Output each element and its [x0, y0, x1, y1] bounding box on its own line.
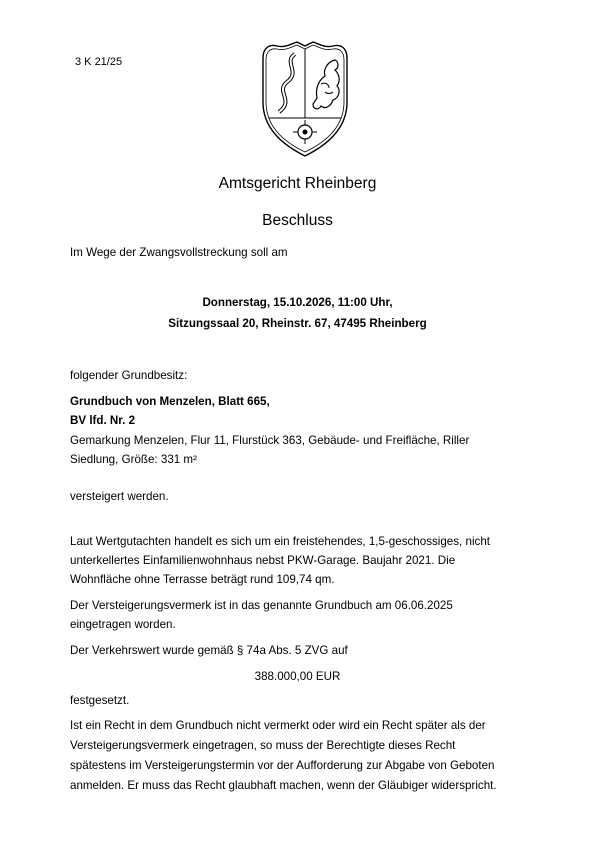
registration-line-1: Der Versteigerungsvermerk ist in das genannte Grundbuch am 06.06.2025	[70, 599, 453, 612]
property-description-line-2: Siedlung, Größe: 331 m²	[70, 453, 197, 466]
appraisal-line-2: unterkellertes Einfamilienwohnhaus nebst PKW-Garage. Baujahr 2021. Die	[70, 554, 456, 567]
case-number: 3 K 21/25	[75, 56, 123, 68]
property-register: Grundbuch von Menzelen, Blatt 665,	[70, 395, 270, 408]
rights-notice-line-1: Ist ein Recht in dem Grundbuch nicht vermerkt oder wird ein Recht später als der	[70, 719, 486, 732]
document-title: Beschluss	[262, 212, 333, 229]
registration-line-2: eingetragen worden.	[70, 618, 176, 631]
property-description-line-1: Gemarkung Menzelen, Flur 11, Flurstück 363, Gebäude- und Freifläche, Riller	[70, 434, 470, 447]
rights-notice-line-3: spätestens im Versteigerungstermin vor der Aufforderung zur Abgabe von Geboten	[70, 759, 495, 772]
court-name: Amtsgericht Rheinberg	[218, 175, 377, 192]
rights-notice-line-4: anmelden. Er muss das Recht glaubhaft machen, wenn der Gläubiger widerspricht.	[70, 779, 497, 792]
auction-verb: versteigert werden.	[70, 490, 169, 503]
value-outro: festgesetzt.	[70, 694, 130, 707]
hearing-location: Sitzungssaal 20, Rheinstr. 67, 47495 Rheinberg	[168, 317, 427, 330]
hearing-date-time: Donnerstag, 15.10.2026, 11:00 Uhr,	[202, 296, 393, 309]
market-value: 388.000,00 EUR	[254, 670, 341, 683]
appraisal-line-1: Laut Wertgutachten handelt es sich um ein freistehendes, 1,5-geschossiges, nicht	[70, 535, 490, 548]
rights-notice-line-2: Versteigerungsvermerk eingetragen, so muss der Berechtigte dieses Recht	[70, 739, 456, 752]
appraisal-line-3: Wohnfläche ohne Terrasse beträgt rund 109,74 qm.	[70, 573, 335, 586]
coat-of-arms-icon	[255, 40, 355, 158]
intro-text: Im Wege der Zwangsvollstreckung soll am	[70, 246, 288, 259]
property-intro: folgender Grundbesitz:	[70, 369, 188, 382]
value-intro: Der Verkehrswert wurde gemäß § 74a Abs. 5 ZVG auf	[70, 644, 348, 657]
property-bv: BV lfd. Nr. 2	[70, 414, 136, 427]
